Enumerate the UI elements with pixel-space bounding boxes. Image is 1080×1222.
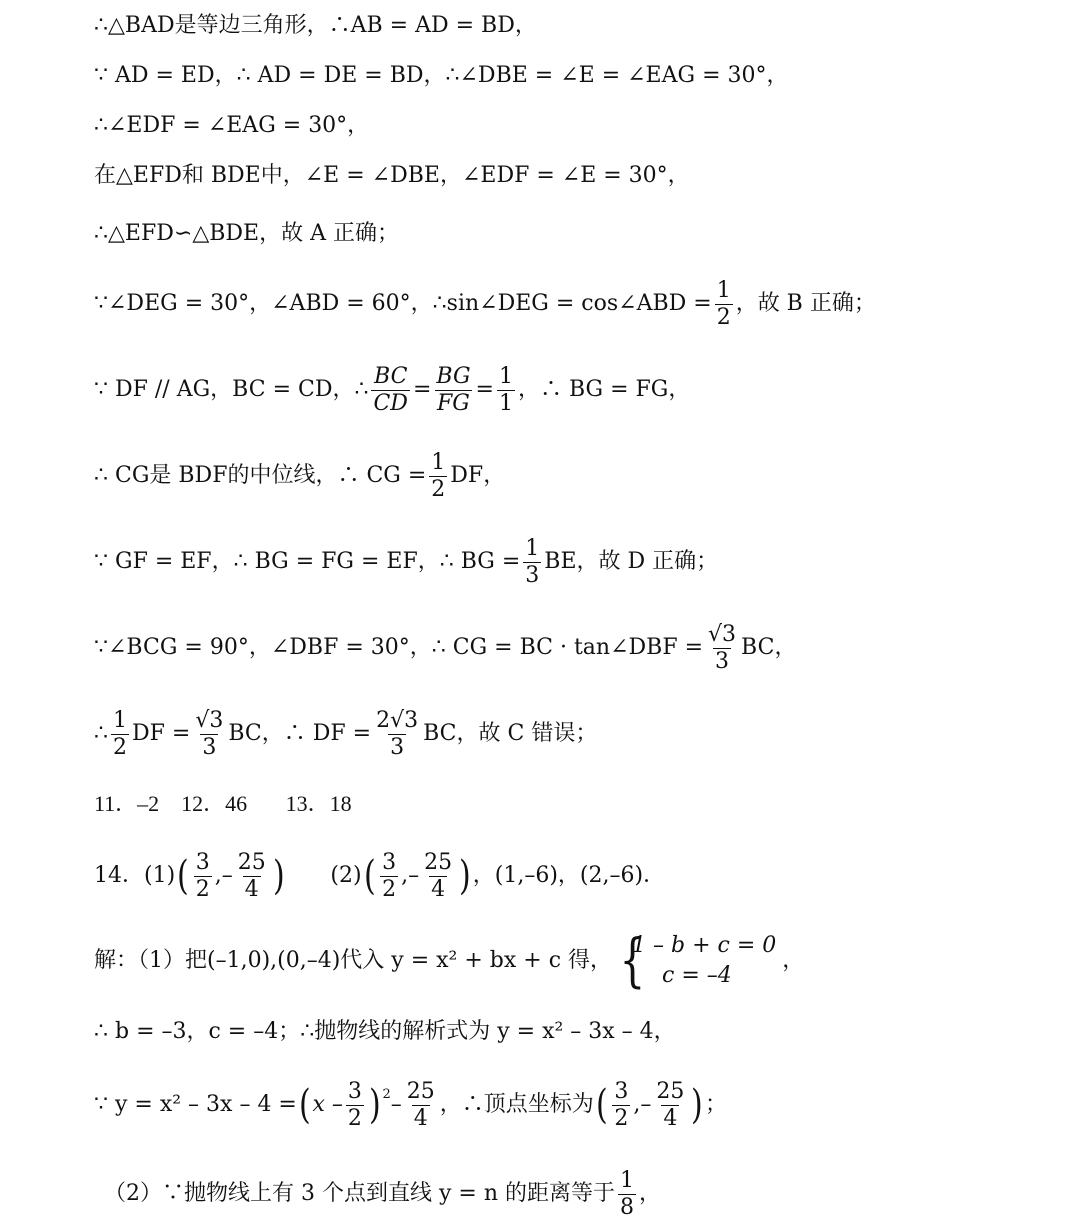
line-1 xyxy=(94,12,1068,40)
fraction-one-eighth xyxy=(618,1169,636,1218)
text: ∵ y = x² – 3x – 4 = xyxy=(94,1092,297,1117)
numerator: 1 xyxy=(113,708,127,734)
numerator: √3 xyxy=(708,622,737,648)
line-11 xyxy=(94,702,1068,766)
therefore-symbol: ∴ xyxy=(94,721,108,746)
comma-minus: ,– xyxy=(401,863,420,888)
text: ，∴ BG = FG， xyxy=(517,377,691,402)
text: ，∴顶点坐标为 xyxy=(439,1092,594,1117)
numerator: 3 xyxy=(614,1079,629,1105)
numerator: BG xyxy=(436,364,471,390)
text: ∵ GF = EF，∴ BG = FG = EF，∴ BG = xyxy=(94,549,521,574)
text: ，(1,–6)，(2,–6)． xyxy=(472,863,666,888)
denominator: 4 xyxy=(244,876,259,902)
line-2 xyxy=(94,62,1068,90)
text: ∴△EFD∽△BDE，故 A 正确； xyxy=(94,221,399,246)
line-9 xyxy=(94,530,1068,594)
fraction-one-half xyxy=(111,709,129,758)
text: ∴ b = –3，c = –4；∴抛物线的解析式为 y = x² – 3x – 4， xyxy=(94,1019,676,1044)
denominator: 2 xyxy=(113,734,127,760)
text: DF， xyxy=(450,463,506,488)
fraction-three-half xyxy=(380,851,398,900)
numerator: 2√3 xyxy=(376,708,419,734)
numerator: 25 xyxy=(424,850,453,876)
answers-11-13 xyxy=(94,790,1068,818)
numerator: 1 xyxy=(498,364,513,390)
denominator: FG xyxy=(437,390,470,416)
numerator: 1 xyxy=(525,536,540,562)
minus: – xyxy=(390,1092,402,1117)
text: DF = xyxy=(132,721,191,746)
line-3 xyxy=(94,112,1068,140)
numerator: 3 xyxy=(195,850,210,876)
denominator: 2 xyxy=(614,1105,629,1131)
denominator: 2 xyxy=(716,304,731,330)
vertex-expr: x – xyxy=(312,1092,343,1117)
equation-2: c = –4 xyxy=(662,963,732,988)
text: ，故 B 正确； xyxy=(735,291,876,316)
text: ∴ CG是 BDF的中位线，∴ CG = xyxy=(94,463,427,488)
line-4 xyxy=(94,162,1068,190)
left-paren: ( xyxy=(595,1082,608,1128)
right-paren: ) xyxy=(691,1082,704,1128)
comma-minus: ,– xyxy=(633,1092,652,1117)
denominator: 2 xyxy=(195,876,210,902)
text: 11．–2 12．46 13．18 xyxy=(94,791,352,816)
fraction-25-4 xyxy=(236,851,268,900)
comma: ， xyxy=(639,1181,662,1206)
numerator: BC xyxy=(374,364,408,390)
fraction-three-half xyxy=(346,1080,364,1129)
exponent-2: 2 xyxy=(382,1087,391,1102)
numerator: 1 xyxy=(716,278,731,304)
fraction-sqrt3-over-3 xyxy=(193,709,225,758)
left-paren: ( xyxy=(298,1082,311,1128)
numerator: 25 xyxy=(237,850,266,876)
fraction-2sqrt3-over-3 xyxy=(374,709,420,758)
answer-14 xyxy=(94,846,1068,906)
right-paren: ) xyxy=(368,1082,381,1128)
left-paren: ( xyxy=(363,853,376,899)
fraction-one-third xyxy=(523,537,541,586)
fraction-one-half xyxy=(429,451,447,500)
text: 解：（1）把(–1,0),(0,–4)代入 y = x² + bx + c 得， xyxy=(94,948,613,973)
denominator: 3 xyxy=(525,562,540,588)
text: ∴△BAD是等边三角形，∴AB = AD = BD， xyxy=(94,13,537,38)
numerator: 1 xyxy=(431,450,446,476)
numerator: 25 xyxy=(656,1079,685,1105)
text: 在△EFD和 BDE中，∠E = ∠DBE，∠EDF = ∠E = 30°， xyxy=(94,163,690,188)
fraction-bc-cd xyxy=(371,365,409,414)
numerator: 1 xyxy=(620,1168,634,1194)
solution-part-2 xyxy=(104,1166,1068,1222)
line-15 xyxy=(94,1018,1068,1046)
semicolon: ； xyxy=(705,1092,728,1117)
denominator: 2 xyxy=(382,876,397,902)
text: ∵∠DEG = 30°，∠ABD = 60°，∴sin∠DEG = cos∠ABD = xyxy=(94,291,712,316)
denominator: 2 xyxy=(431,476,446,502)
numerator: 3 xyxy=(382,850,397,876)
solution-part-1 xyxy=(94,928,1068,994)
denominator: 2 xyxy=(347,1105,362,1131)
denominator: 3 xyxy=(715,648,730,674)
text: （2）∵抛物线上有 3 个点到直线 y = n 的距离等于 xyxy=(104,1181,615,1206)
text: 14．(1) xyxy=(94,863,176,888)
line-6 xyxy=(94,272,1068,336)
text: (2) xyxy=(330,863,362,888)
comma: ， xyxy=(782,948,805,973)
denominator: CD xyxy=(373,390,408,416)
left-paren: ( xyxy=(177,853,189,899)
fraction-three-half xyxy=(612,1080,630,1129)
denominator: 4 xyxy=(431,876,446,902)
text: ∵∠BCG = 90°，∠DBF = 30°，∴ CG = BC · tan∠DBF = xyxy=(94,635,704,660)
text: BC， xyxy=(741,635,797,660)
right-paren: ) xyxy=(459,853,471,899)
text: BC，故 C 错误； xyxy=(423,721,598,746)
fraction-one-one xyxy=(497,365,515,414)
equals-sign: = xyxy=(412,377,432,402)
equals-sign: = xyxy=(475,377,494,402)
denominator: 8 xyxy=(620,1194,634,1220)
text: ∵ AD = ED，∴ AD = DE = BD，∴∠DBE = ∠E = ∠EAG = 30°， xyxy=(94,63,789,88)
fraction-25-4 xyxy=(422,851,454,900)
denominator: 3 xyxy=(390,734,405,760)
denominator: 1 xyxy=(498,390,513,416)
equation-system xyxy=(618,931,776,990)
denominator: 4 xyxy=(663,1105,678,1131)
denominator: 4 xyxy=(413,1105,428,1131)
fraction-sqrt3-over-3 xyxy=(706,623,738,672)
line-7 xyxy=(94,358,1068,422)
line-8 xyxy=(94,444,1068,508)
line-5 xyxy=(94,220,1068,248)
text: ∵ DF // AG，BC = CD，∴ xyxy=(94,377,369,402)
fraction-25-4 xyxy=(654,1080,686,1129)
fraction-one-half xyxy=(715,279,733,328)
numerator: 3 xyxy=(347,1079,362,1105)
text: BE，故 D 正确； xyxy=(544,549,719,574)
denominator: 3 xyxy=(202,734,217,760)
line-10 xyxy=(94,616,1068,680)
right-paren: ) xyxy=(272,853,285,899)
numerator: 25 xyxy=(406,1079,435,1105)
text: ∴∠EDF = ∠EAG = 30°， xyxy=(94,113,370,138)
fraction-25-4 xyxy=(405,1080,437,1129)
vertex-form-line xyxy=(94,1072,1068,1138)
equation-1: { 1 – b + c = 0 xyxy=(632,933,777,959)
fraction-three-half xyxy=(194,851,212,900)
comma-minus: ,– xyxy=(214,863,233,888)
text: BC，∴ DF = xyxy=(228,721,372,746)
fraction-bg-fg xyxy=(434,365,472,414)
numerator: √3 xyxy=(195,708,224,734)
